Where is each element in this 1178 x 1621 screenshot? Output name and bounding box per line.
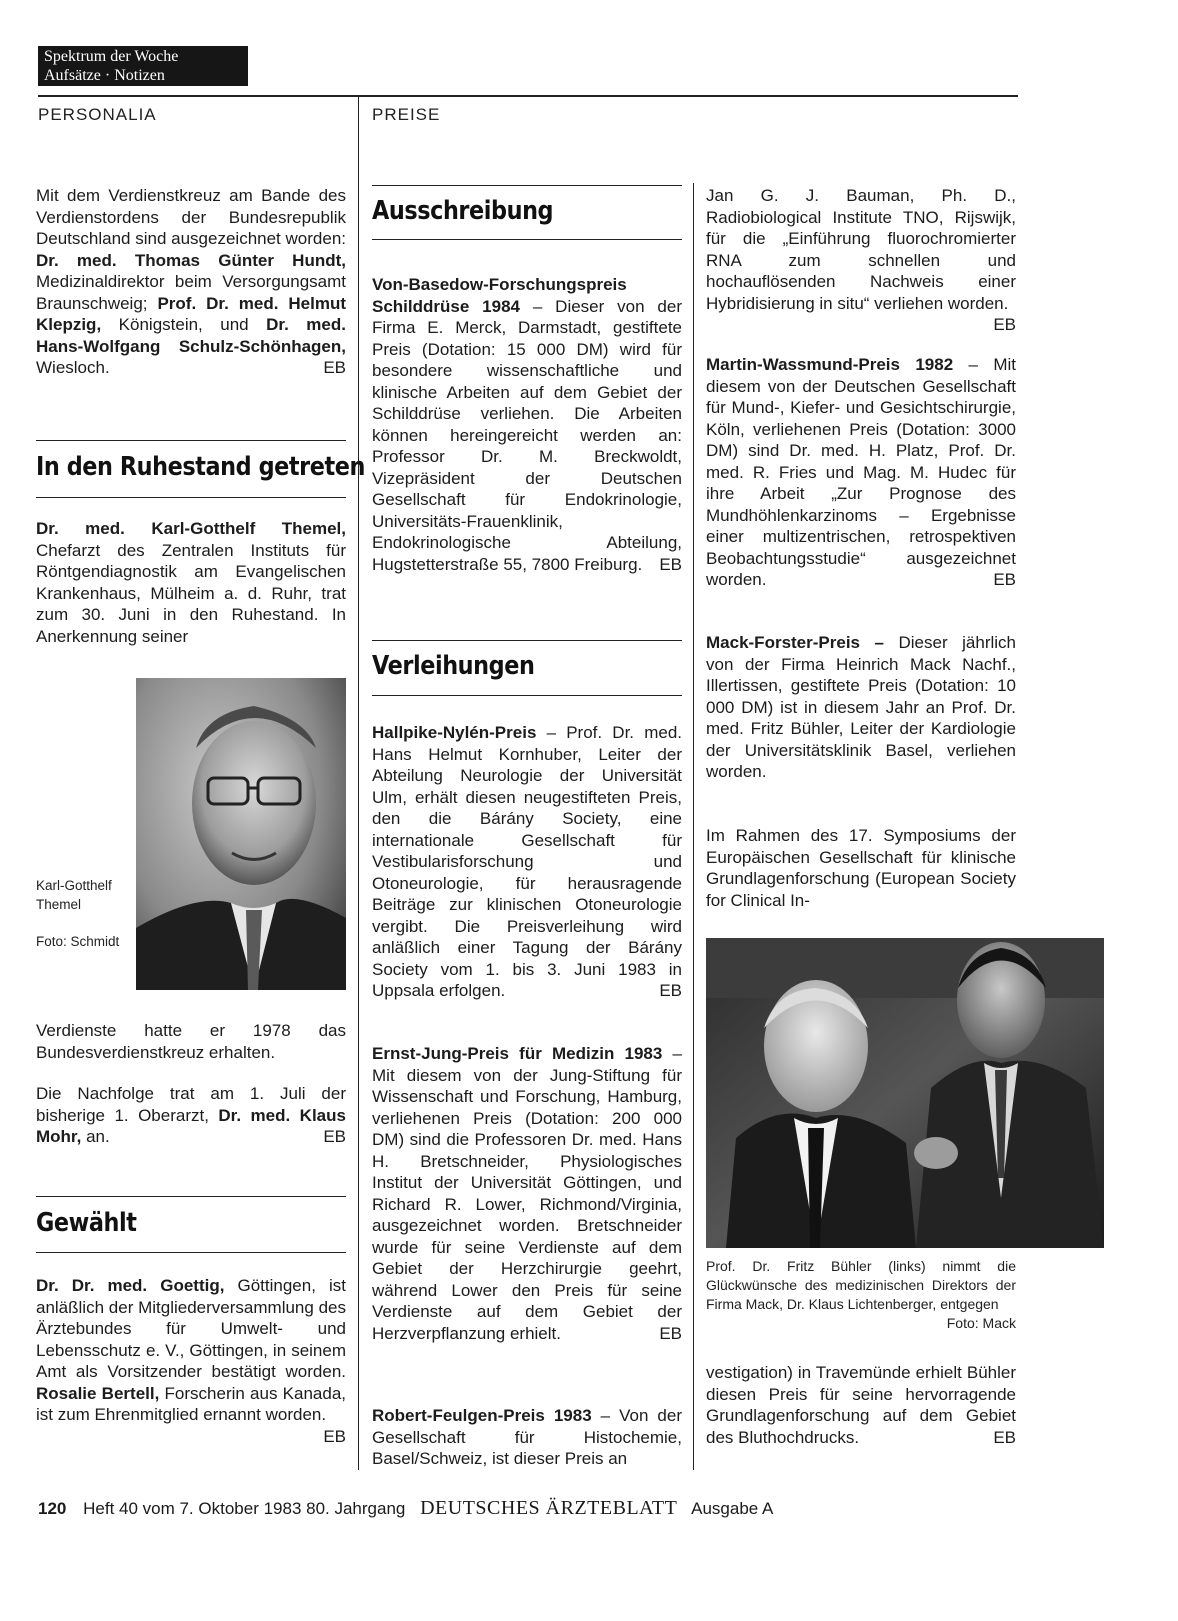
section-header-box bbox=[38, 46, 248, 86]
section-label-preise: PREISE bbox=[372, 105, 441, 124]
page-number: 120 bbox=[38, 1499, 67, 1518]
heading-rule-bottom bbox=[372, 239, 682, 240]
heading-ruhestand: In den Ruhestand getreten bbox=[36, 452, 365, 482]
top-rule bbox=[38, 95, 1018, 97]
nachfolge-paragraph: Die Nachfolge trat am 1. Juli der bisherige 1. Oberarzt, Dr. med. Klaus Mohr, an. EB bbox=[36, 1084, 346, 1146]
heading-rule-top bbox=[36, 1196, 346, 1197]
buehler-photo-caption: Prof. Dr. Fritz Bühler (links) nimmt die Glückwünsche des medizinischen Direktors der Firma Mack, Dr. Klaus Lichtenberger, entgegen Foto: Mack bbox=[706, 1258, 1016, 1331]
eb-signature: EB bbox=[993, 570, 1016, 589]
symposium-continued: vestigation) in Travemünde erhielt Bühler diesen Preis für seine hervorragende Grundlagenforschung auf dem Gebiet des Bluthochdrucks. EB bbox=[706, 1363, 1016, 1447]
gewaehlt-paragraph: Dr. Dr. med. Goettig, Göttingen, ist anläßlich der Mitgliederversammlung des Ärztebundes für Umwelt- und Lebensschutz e. V., Göttingen, in seinem Amt als Vorsitzender bestätigt worden. Rosalie Bertell, Forscherin aus Kanada, ist zum Ehrenmitglied ernannt worden. EB bbox=[36, 1276, 347, 1446]
feulgen-paragraph: Robert-Feulgen-Preis 1983 – Von der Gesellschaft für Histochemie, Basel/Schweiz, ist dieser Preis an bbox=[372, 1406, 682, 1468]
eb-signature: EB bbox=[993, 1427, 1016, 1447]
feulgen-continued: Jan G. J. Bauman, Ph. D., Radiobiological Institute TNO, Rijswijk, für die „Einführung fluorochromierter RNA zum schnellen und hochauflösenden Nachweis einer Hybridisierung in situ“ verliehen worden. EB bbox=[706, 186, 1016, 334]
column-divider-1 bbox=[358, 95, 359, 1470]
symposium-paragraph: Im Rahmen des 17. Symposiums der Europäischen Gesellschaft für klinische Grundlagenforschung (European Society for Clinical In- bbox=[706, 826, 1016, 910]
eb-signature: EB bbox=[659, 554, 682, 574]
edition: Ausgabe A bbox=[691, 1499, 774, 1518]
themel-portrait-photo bbox=[136, 678, 346, 990]
jung-paragraph: Ernst-Jung-Preis für Medizin 1983 – Mit diesem von der Jung-Stiftung für Wissenschaft und Forschung, Hamburg, verliehenen Preis (Dotation: 200 000 DM) sind die Professoren Dr. med. Hans H. Bretschneider, Physiologisches Institut der Universität Göttingen, und Richard R. Lower, Richmond/Virginia, ausgezeichnet worden. Bretschneider wurde für seine Verdienste auf dem Gebiet der Herzchirurgie geehrt, während Lower den Preis für seine Verdienste auf dem Gebiet der Herzverpflanzung erhielt. EB bbox=[372, 1044, 683, 1343]
basedow-paragraph: Von-Basedow-Forschungspreis Schilddrüse 1984 – Dieser von der Firma E. Merck, Darmstadt, gestiftete Preis (Dotation: 15 000 DM) wird für besondere wissenschaftliche und klinische Arbeiten auf dem Gebiet der Schilddrüse verliehen. Die Arbeiten können hereingereicht werden an: Professor Dr. M. Breckwoldt, Vizepräsident der Deutschen Gesellschaft für Endokrinologie, Universitäts-Frauenklinik, Endokrinologische Abteilung, Hugstetterstraße 55, 7800 Freiburg. EB bbox=[372, 275, 682, 574]
heading-rule-bottom bbox=[372, 695, 682, 696]
column-divider-2 bbox=[693, 183, 694, 1470]
heading-gewaehlt: Gewählt bbox=[36, 1208, 137, 1238]
header-line-1: Spektrum der Woche bbox=[44, 48, 179, 65]
heading-rule-top bbox=[372, 640, 682, 641]
heading-rule-bottom bbox=[36, 1252, 346, 1253]
mack-paragraph: Mack-Forster-Preis – Dieser jährlich von der Firma Heinrich Mack Nachf., Illertissen, gestiftete Preis (Dotation: 10 000 DM) ist in diesem Jahr an Prof. Dr. med. Fritz Bühler, Leiter der Kardiologie der Universitätsklinik Basel, verliehen worden. bbox=[706, 633, 1016, 781]
heading-rule-top bbox=[36, 440, 346, 441]
eb-signature: EB bbox=[323, 1127, 346, 1146]
issue-info: Heft 40 vom 7. Oktober 1983 80. Jahrgang bbox=[83, 1499, 406, 1518]
eb-signature: EB bbox=[659, 1323, 682, 1343]
eb-signature: EB bbox=[323, 358, 346, 377]
photo-credit: Foto: Mack bbox=[946, 1315, 1016, 1331]
page-footer bbox=[38, 1497, 773, 1520]
themel-continued: Verdienste hatte er 1978 das Bundesverdienstkreuz erhalten. bbox=[36, 1021, 346, 1062]
eb-signature: EB bbox=[659, 981, 682, 1000]
header-line-2: Aufsätze · Notizen bbox=[44, 67, 165, 84]
buehler-lichtenberger-photo bbox=[706, 938, 1104, 1248]
hallpike-paragraph: Hallpike-Nylén-Preis – Prof. Dr. med. Hans Helmut Kornhuber, Leiter der Abteilung Neurologie der Universität Ulm, erhält diesen neugestifteten Preis, den die Bárány Society, eine internationale Gesellschaft für Vestibularisforschung und Otoneurologie, für herausragende Beiträge zur klinischen Otoneurologie vergibt. Die Preisverleihung wird anläßlich einer Tagung der Bárány Society vom 1. bis 3. Juni 1983 in Uppsala erfolgen. EB bbox=[372, 723, 682, 1000]
eb-signature: EB bbox=[993, 315, 1016, 334]
masthead: DEUTSCHES ÄRZTEBLATT bbox=[420, 1497, 678, 1519]
heading-rule-bottom bbox=[36, 497, 346, 498]
verdienstkreuz-paragraph: Mit dem Verdienstkreuz am Bande des Verdienstordens der Bundesrepublik Deutschland sind ausgezeichnet worden: Dr. med. Thomas Günter Hundt, Medizinaldirektor beim Versorgungsamt Braunschweig; Prof. Dr. med. Helmut Klepzig, Königstein, und Dr. med. Hans-Wolfgang Schulz-Schönhagen, Wiesloch. EB bbox=[36, 186, 346, 377]
heading-rule-top bbox=[372, 185, 682, 186]
themel-photo-caption: Karl-Gotthelf Themel Foto: Schmidt bbox=[36, 878, 120, 949]
heading-ausschreibung: Ausschreibung bbox=[372, 196, 554, 226]
heading-verleihungen: Verleihungen bbox=[372, 651, 535, 681]
themel-paragraph: Dr. med. Karl-Gotthelf Themel, Chefarzt des Zentralen Instituts für Röntgendiagnostik am Evangelischen Krankenhaus, Mülheim a. d. Ruhr, trat zum 30. Juni in den Ruhestand. In Anerkennung seiner bbox=[36, 519, 346, 646]
section-label-personalia: PERSONALIA bbox=[38, 105, 157, 124]
eb-signature: EB bbox=[323, 1426, 346, 1446]
wassmund-paragraph: Martin-Wassmund-Preis 1982 – Mit diesem von der Deutschen Gesellschaft für Mund-, Kiefer- und Gesichtschirurgie, Köln, verliehenen Preis (Dotation: 3000 DM) sind Dr. med. H. Platz, Prof. Dr. med. R. Fries und Mag. M. Hudec für ihre Arbeit „Zur Prognose des Mundhöhlenkarzinoms – Ergebnisse einer multizentrischen, retrospektiven Beobachtungsstudie“ ausgezeichnet worden. EB bbox=[706, 355, 1017, 589]
